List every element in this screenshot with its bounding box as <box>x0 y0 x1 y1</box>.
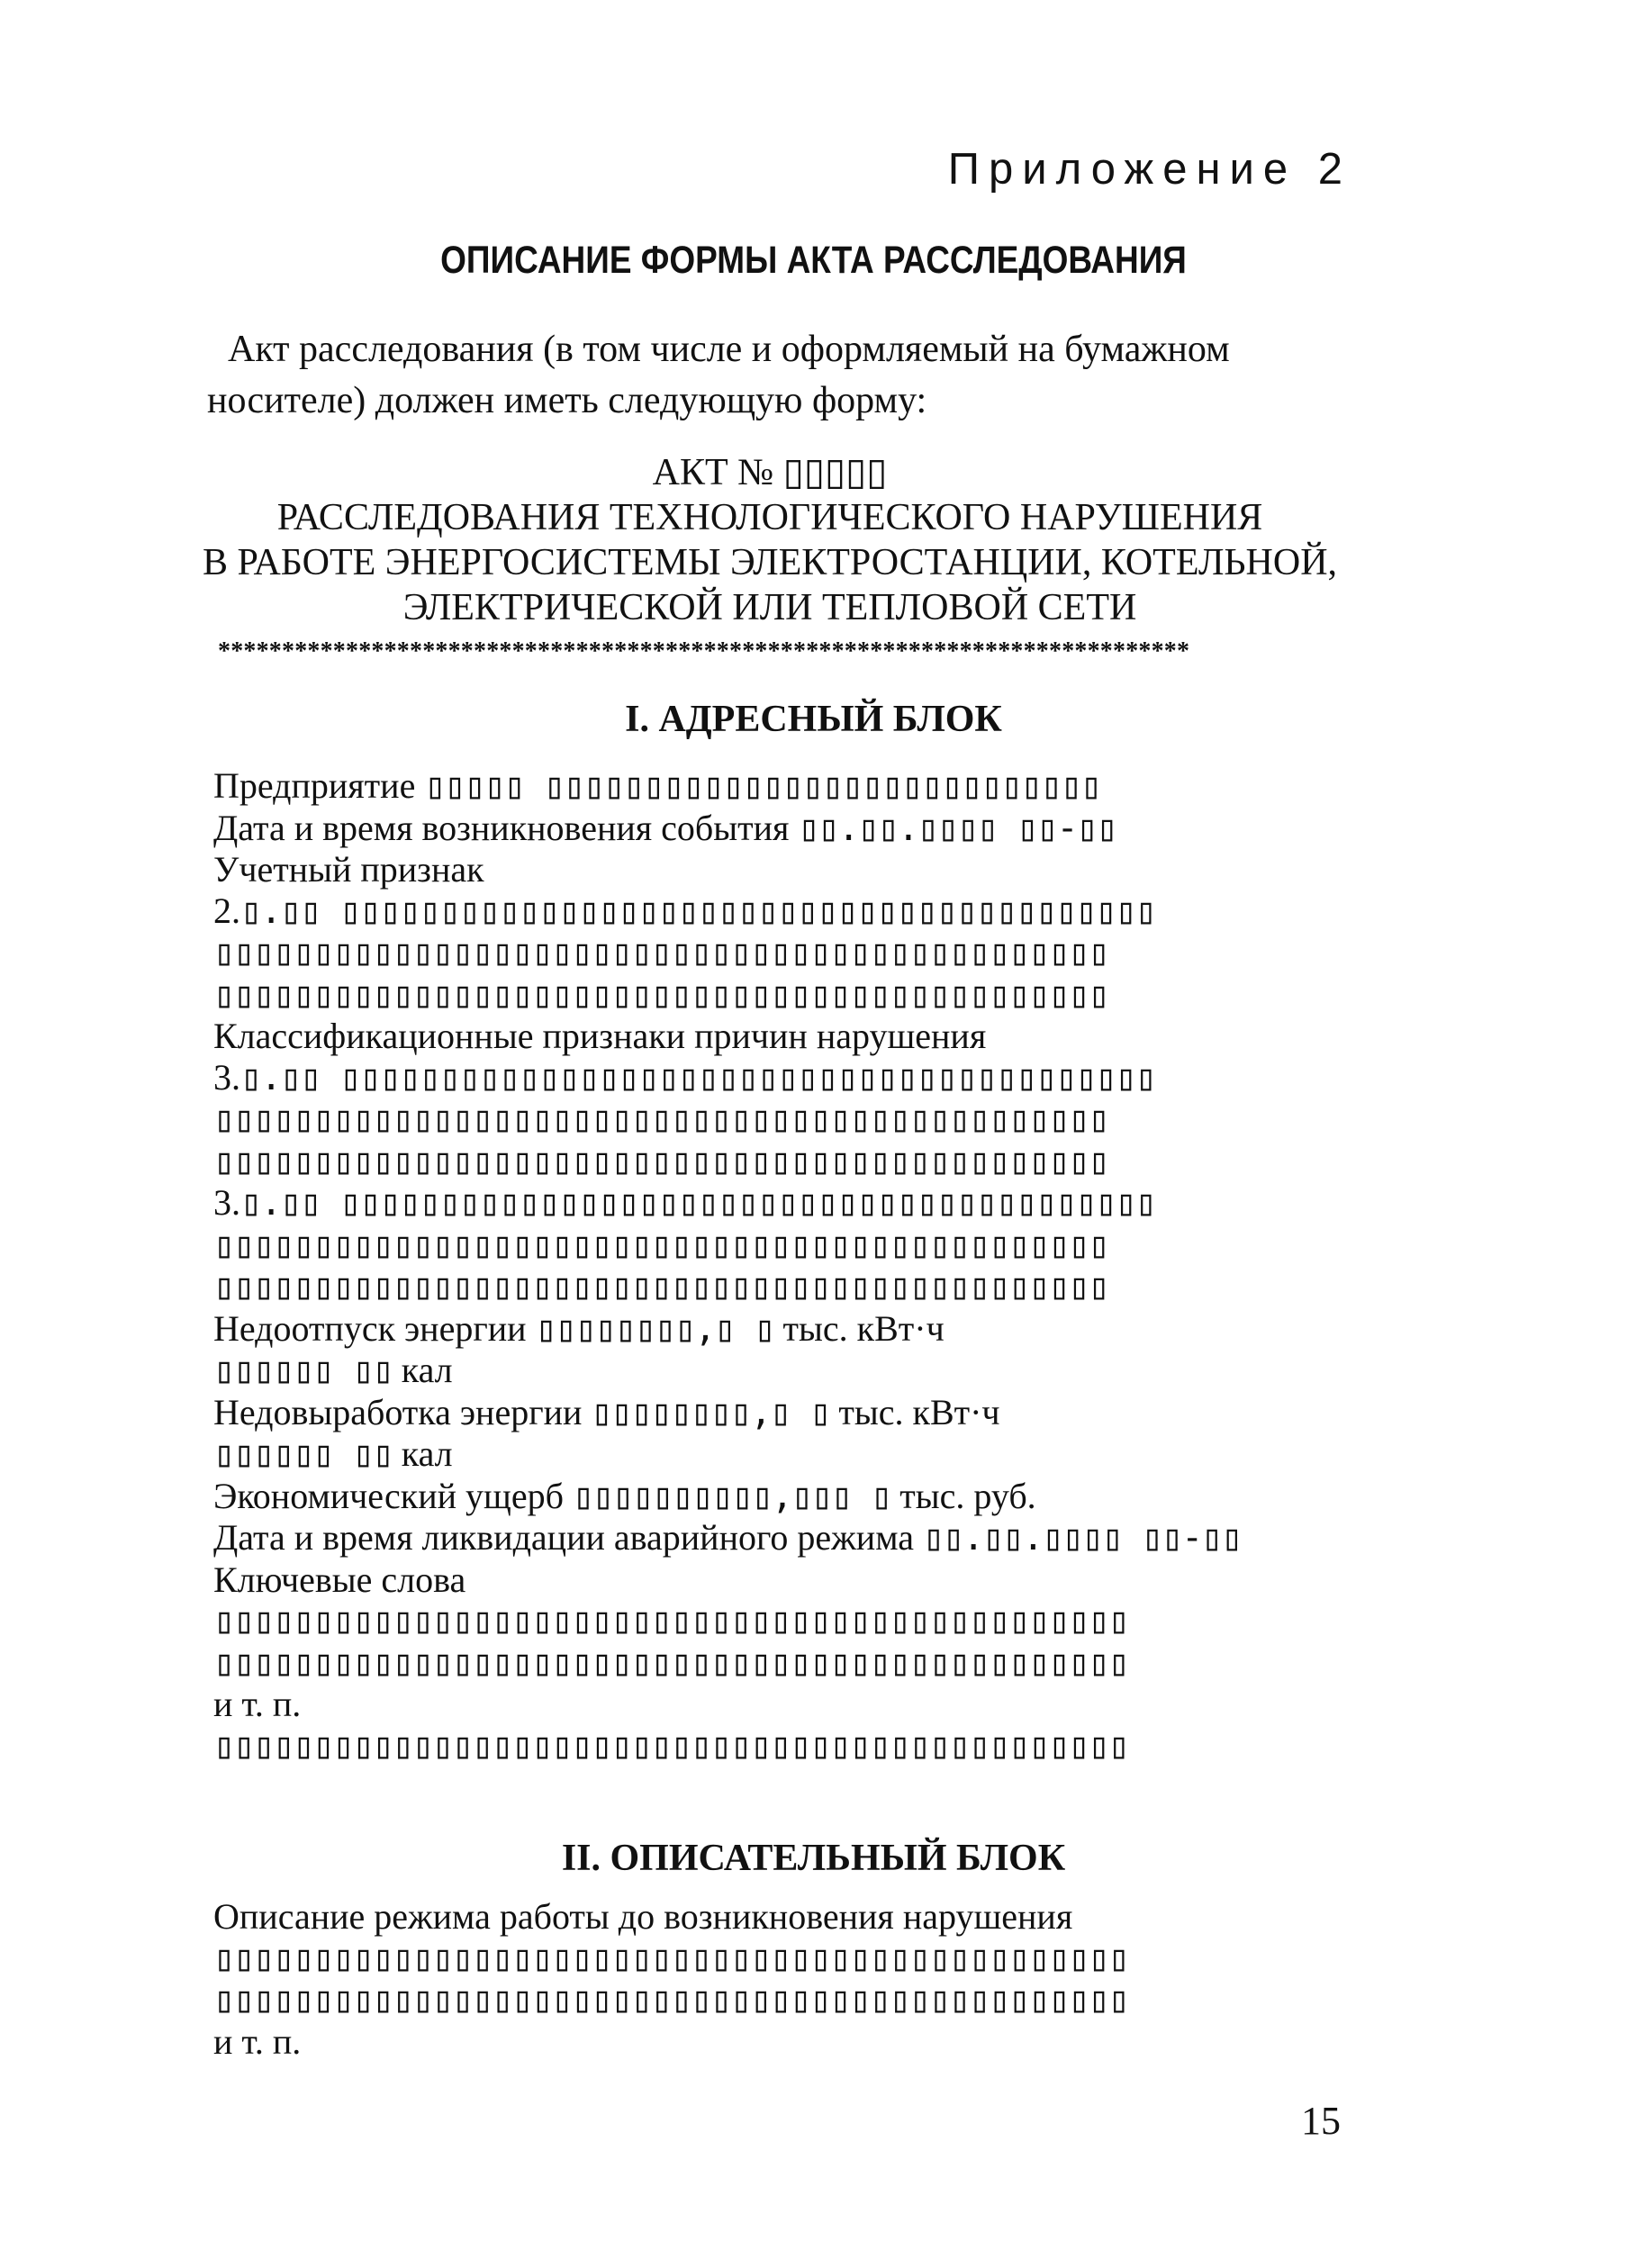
unit-label: кал <box>392 1350 453 1390</box>
line-label: Недоотпуск энергии <box>213 1307 536 1349</box>
form-line <box>213 890 1402 933</box>
line-label: и т. п. <box>213 1684 302 1724</box>
line-label: Учетный признак <box>213 849 484 890</box>
form-line <box>213 1350 1402 1392</box>
entry-boxes: ▯.▯▯ ▯▯▯▯▯▯▯▯▯▯▯▯▯▯▯▯▯▯▯▯▯▯▯▯▯▯▯▯▯▯▯▯▯▯▯▯▯▯▯▯▯ <box>240 890 1155 932</box>
form-line <box>213 1392 1402 1434</box>
entry-boxes: ▯▯▯▯▯▯▯▯▯▯▯▯▯▯▯▯▯▯▯▯▯▯▯▯▯▯▯▯▯▯▯▯▯▯▯▯▯▯▯▯▯▯▯▯▯▯ <box>213 1724 1128 1767</box>
entry-boxes: ▯▯▯▯▯▯▯▯▯▯▯▯▯▯▯▯▯▯▯▯▯▯▯▯▯▯▯▯▯▯▯▯▯▯▯▯▯▯▯▯▯▯▯▯▯▯ <box>213 1641 1128 1684</box>
entry-boxes: ▯▯▯▯▯▯▯▯▯▯▯▯▯▯▯▯▯▯▯▯▯▯▯▯▯▯▯▯▯▯▯▯▯▯▯▯▯▯▯▯▯▯▯▯▯ <box>213 1266 1108 1307</box>
entry-boxes: ▯▯▯▯▯▯▯▯▯▯▯▯▯▯▯▯▯▯▯▯▯▯▯▯▯▯▯▯▯▯▯▯▯▯▯▯▯▯▯▯▯▯▯▯▯ <box>213 973 1108 1016</box>
entry-boxes: ▯▯.▯▯.▯▯▯▯ ▯▯-▯▯ <box>923 1517 1242 1559</box>
line-label: Классификационные признаки причин нарушения <box>213 1016 987 1056</box>
form-line <box>213 1559 1402 1601</box>
entry-boxes: ▯▯.▯▯.▯▯▯▯ ▯▯-▯▯ <box>798 807 1116 849</box>
entry-boxes: ▯.▯▯ ▯▯▯▯▯▯▯▯▯▯▯▯▯▯▯▯▯▯▯▯▯▯▯▯▯▯▯▯▯▯▯▯▯▯▯▯▯▯▯▯▯ <box>240 1182 1155 1224</box>
form-line <box>213 1224 1402 1267</box>
form-line <box>213 1979 1402 2021</box>
unit-label: тыс. кВт·ч <box>773 1307 945 1349</box>
form-line <box>213 1517 1402 1559</box>
entry-boxes: ▯▯▯▯▯▯▯▯▯▯▯▯▯▯▯▯▯▯▯▯▯▯▯▯▯▯▯▯▯▯▯▯▯▯▯▯▯▯▯▯▯▯▯▯▯▯ <box>213 1937 1128 1979</box>
form-line <box>213 765 1402 808</box>
address-block <box>213 765 1402 1767</box>
intro-paragraph: Акт расследования (в том числе и оформляемый на бумажном носителе) должен иметь следующую форму: <box>207 329 1230 421</box>
line-label: 3. <box>213 1182 240 1223</box>
line-label: Недовыработка энергии <box>213 1391 592 1432</box>
act-title-line-2: В РАБОТЕ ЭНЕРГОСИСТЕМЫ ЭЛЕКТРОСТАНЦИИ, КОТЕЛЬНОЙ, <box>202 542 1338 583</box>
entry-boxes: ▯▯▯▯▯▯▯▯▯▯▯▯▯▯▯▯▯▯▯▯▯▯▯▯▯▯▯▯▯▯▯▯▯▯▯▯▯▯▯▯▯▯▯▯▯▯ <box>213 1600 1128 1641</box>
form-line <box>213 1433 1402 1476</box>
entry-boxes: ▯.▯▯ ▯▯▯▯▯▯▯▯▯▯▯▯▯▯▯▯▯▯▯▯▯▯▯▯▯▯▯▯▯▯▯▯▯▯▯▯▯▯▯▯▯ <box>240 1056 1155 1098</box>
entry-boxes: ▯▯▯▯▯ ▯▯▯▯▯▯▯▯▯▯▯▯▯▯▯▯▯▯▯▯▯▯▯▯▯▯▯▯ <box>424 765 1101 807</box>
line-label: Дата и время возникновения события <box>213 807 799 848</box>
star-separator: **************************************************************************** <box>218 637 1190 665</box>
form-line <box>213 2021 1402 2063</box>
entry-boxes: ▯▯▯▯▯▯▯▯,▯ ▯ <box>591 1391 830 1433</box>
page-number: 15 <box>1301 2099 1341 2143</box>
entry-boxes: ▯▯▯▯▯▯▯▯▯▯,▯▯▯ ▯ <box>572 1475 891 1517</box>
entry-boxes: ▯▯▯▯▯▯▯▯,▯ ▯ <box>535 1307 774 1350</box>
unit-label: тыс. кВт·ч <box>829 1391 1000 1432</box>
appendix-label: Приложение 2 <box>947 145 1351 194</box>
form-line <box>213 1938 1402 1980</box>
entry-boxes: ▯▯▯▯▯▯▯▯▯▯▯▯▯▯▯▯▯▯▯▯▯▯▯▯▯▯▯▯▯▯▯▯▯▯▯▯▯▯▯▯▯▯▯▯▯ <box>213 1098 1108 1140</box>
form-line <box>213 808 1402 850</box>
unit-label: тыс. руб. <box>890 1475 1036 1516</box>
entry-boxes: ▯▯▯▯▯▯▯▯▯▯▯▯▯▯▯▯▯▯▯▯▯▯▯▯▯▯▯▯▯▯▯▯▯▯▯▯▯▯▯▯▯▯▯▯▯ <box>213 1140 1108 1182</box>
form-line <box>213 1684 1402 1725</box>
act-title-line-1: РАССЛЕДОВАНИЯ ТЕХНОЛОГИЧЕСКОГО НАРУШЕНИЯ <box>276 497 1263 538</box>
section-2-title: II. ОПИСАТЕЛЬНЫЙ БЛОК <box>561 1838 1066 1879</box>
entry-boxes: ▯▯▯▯▯▯▯▯▯▯▯▯▯▯▯▯▯▯▯▯▯▯▯▯▯▯▯▯▯▯▯▯▯▯▯▯▯▯▯▯▯▯▯▯▯ <box>213 932 1108 973</box>
form-line <box>213 1476 1402 1518</box>
form-line <box>213 1642 1402 1685</box>
form-line <box>213 1266 1402 1308</box>
line-label: и т. п. <box>213 2020 302 2062</box>
form-line <box>213 932 1402 974</box>
form-line <box>213 1182 1402 1224</box>
line-label: Экономический ущерб <box>213 1475 573 1516</box>
act-heading <box>180 450 1360 630</box>
act-number-line: АКТ № ▯▯▯▯▯ <box>652 452 888 493</box>
entry-boxes: ▯▯▯▯▯▯ ▯▯ <box>213 1433 393 1475</box>
form-line <box>213 1896 1402 1938</box>
form-line <box>213 1057 1402 1099</box>
line-label: Дата и время ликвидации аварийного режима <box>213 1517 923 1558</box>
form-line <box>213 849 1402 890</box>
section-1-title: I. АДРЕСНЫЙ БЛОК <box>625 699 1002 740</box>
act-title-line-3: ЭЛЕКТРИЧЕСКОЙ ИЛИ ТЕПЛОВОЙ СЕТИ <box>402 587 1137 628</box>
form-line <box>213 1141 1402 1183</box>
line-label: 3. <box>213 1056 240 1098</box>
unit-label: кал <box>392 1433 453 1474</box>
entry-boxes: ▯▯▯▯▯▯▯▯▯▯▯▯▯▯▯▯▯▯▯▯▯▯▯▯▯▯▯▯▯▯▯▯▯▯▯▯▯▯▯▯▯▯▯▯▯ <box>213 1224 1108 1266</box>
form-line <box>213 1600 1402 1642</box>
line-label: Предприятие <box>213 765 425 806</box>
line-label: Ключевые слова <box>213 1559 466 1600</box>
line-label: Описание режима работы до возникновения нарушения <box>213 1896 1073 1937</box>
form-line <box>213 1725 1402 1767</box>
form-line <box>213 1098 1402 1141</box>
form-line <box>213 1016 1402 1057</box>
document-title: ОПИСАНИЕ ФОРМЫ АКТА РАССЛЕДОВАНИЯ <box>440 239 1187 282</box>
entry-boxes: ▯▯▯▯▯▯ ▯▯ <box>213 1350 393 1391</box>
form-line <box>213 974 1402 1017</box>
entry-boxes: ▯▯▯▯▯▯▯▯▯▯▯▯▯▯▯▯▯▯▯▯▯▯▯▯▯▯▯▯▯▯▯▯▯▯▯▯▯▯▯▯▯▯▯▯▯▯ <box>213 1979 1128 2020</box>
line-label: 2. <box>213 890 240 931</box>
descriptive-block <box>213 1896 1402 2062</box>
form-line <box>213 1308 1402 1351</box>
